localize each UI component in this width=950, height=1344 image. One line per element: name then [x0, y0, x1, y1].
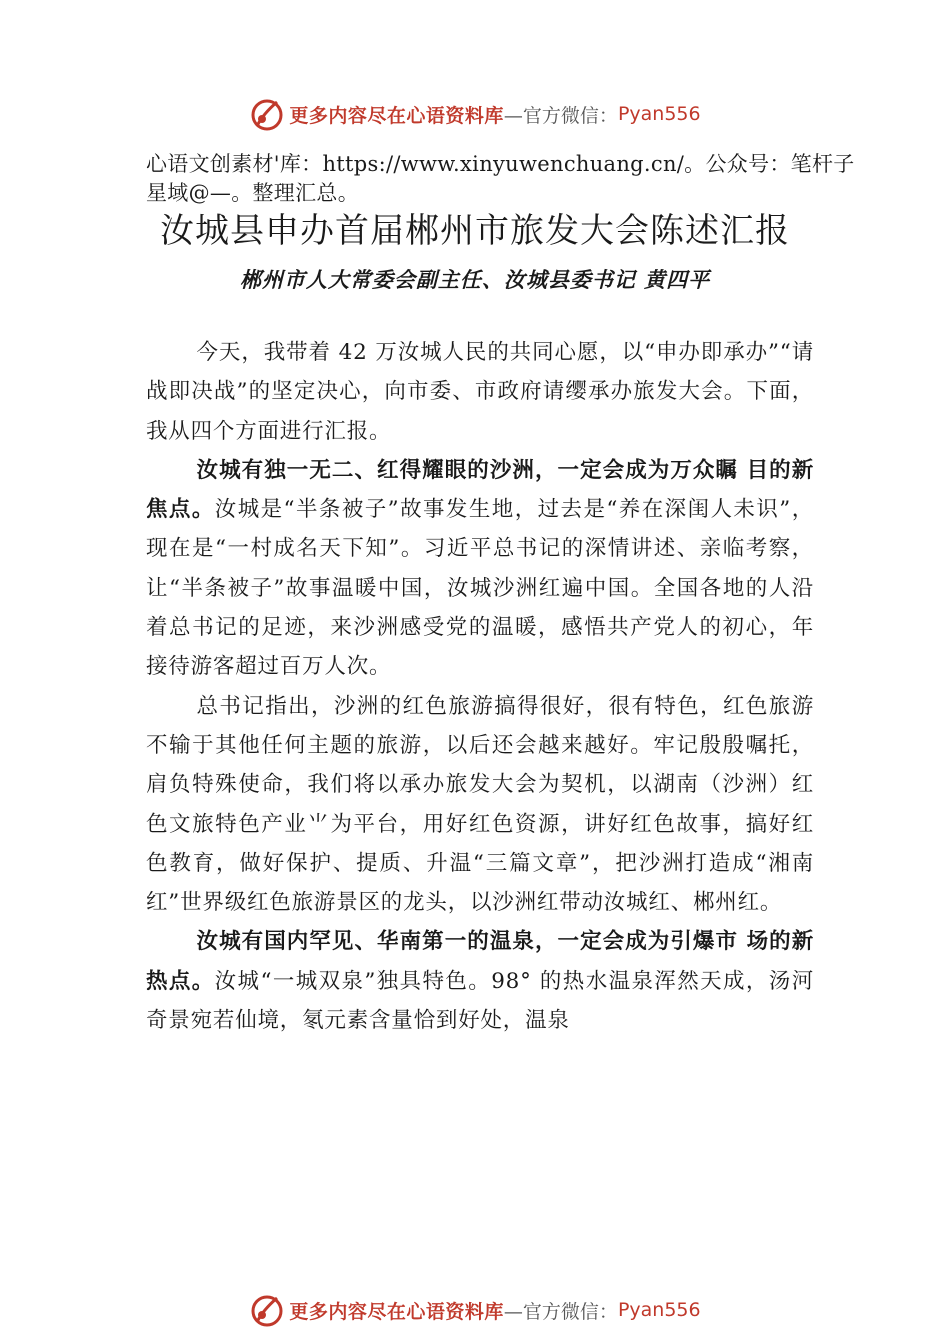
- paragraph: [146, 687, 814, 923]
- header-banner: [0, 94, 950, 134]
- banner-site-name: 更多内容尽在心语资料库: [289, 1300, 504, 1323]
- source-line: 心语文创素材'库：https://www.xinyuwenchuang.cn/。公众号：笔杆子星域@—。整理汇总。: [146, 152, 855, 205]
- footer-banner: [0, 1290, 950, 1330]
- banner-site-name: 更多内容尽在心语资料库: [289, 104, 504, 127]
- document-body: [146, 333, 814, 1040]
- paragraph-text: 今天，我带着 42 万汝城人民的共同心愿，以“申办即承办”“请战即决战”的坚定决心，向市委、市政府请缨承办旅发大会。下面，我从四个方面进行汇报。: [146, 340, 814, 444]
- author-line: 郴州市人大常委会副主任、汝城县委书记 黄四平: [239, 267, 711, 292]
- paragraph-heading: 汝城有独一无二、红得耀眼的沙洲，一定会成为万众瞩 目的新焦点。: [146, 457, 814, 523]
- brush-logo-icon: [249, 96, 285, 132]
- paragraph: [146, 922, 814, 1040]
- paragraph: [146, 333, 814, 451]
- paragraph-heading: 汝城有国内罕见、华南第一的温泉，一定会成为引爆市 场的新热点。: [146, 929, 814, 994]
- banner-wechat-label: —官方微信：: [503, 104, 618, 127]
- brush-logo-icon: [249, 1292, 285, 1328]
- banner-wechat-id: Pyan556: [617, 1299, 701, 1321]
- paragraph-text: 总书记指出，沙洲的红色旅游搞得很好，很有特色，红色旅游不输于其他任何主题的旅游，以后还会越来越好。牢记殷殷嘱托，肩负特殊使命，我们将以承办旅发大会为契机，以湖南（沙洲）红色文旅特色产业⺌为平台，用好红色资源，讲好红色故事，搞好红色教育，做好保护、提质、升温“三篇文章”，把沙洲打造成“湘南红”世界级红色旅游景区的龙头，以沙洲红带动汝城红、郴州红。: [146, 693, 814, 916]
- banner-wechat-label: —官方微信：: [503, 1300, 618, 1323]
- paragraph: [146, 451, 814, 687]
- document-title: 汝城县申办首届郴州市旅发大会陈述汇报: [160, 211, 790, 251]
- paragraph-text: 汝城是“半条被子”故事发生地，过去是“养在深闺人未识”，现在是“一村成名天下知”。习近平总书记的深情讲述、亲临考察，让“半条被子”故事温暖中国，汝城沙洲红遍中国。全国各地的人沿着总书记的足迹，来沙洲感受党的温暖，感悟共产党人的初心，年接待游客超过百万人次。: [146, 497, 814, 680]
- paragraph-text: 汝城“一城双泉”独具特色。98° 的热水温泉浑然天成，汤河奇景宛若仙境，氡元素含量恰到好处，温泉: [146, 968, 814, 1034]
- banner-wechat-id: Pyan556: [617, 103, 701, 125]
